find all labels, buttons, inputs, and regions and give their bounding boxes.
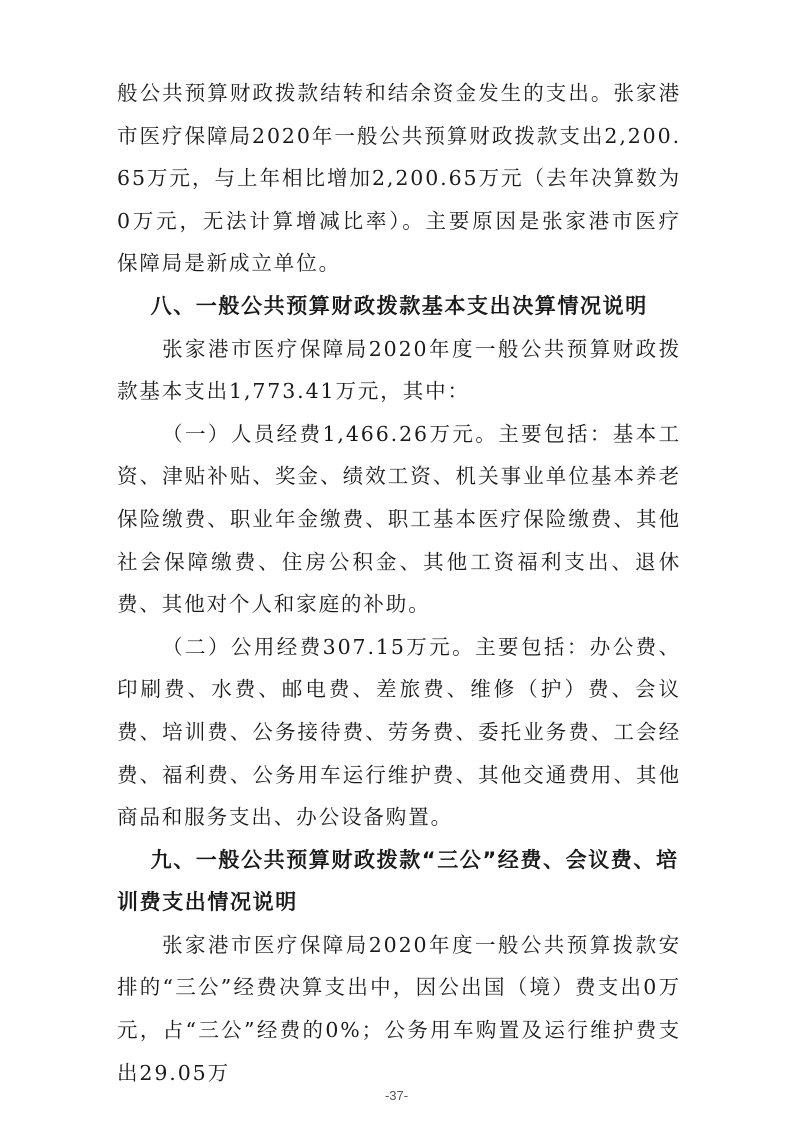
page-number: -37- [384, 1088, 409, 1103]
paragraph-personnel-expenses: （一）人员经费1,466.26万元。主要包括：基本工资、津贴补贴、奖金、绩效工资、机关事业单位基本养老保险缴费、职业年金缴费、职工基本医疗保险缴费、其他社会保障缴费、住房公积金、其他工资福利支出、退休费、其他对个人和家庭的补助。 [117, 421, 681, 617]
section-heading-8: 八、一般公共预算财政拨款基本支出决算情况说明 [150, 293, 648, 318]
paragraph-three-public-expenses: 张家港市医疗保障局2020年度一般公共预算拨款安排的“三公”经费决算支出中，因公出国（境）费支出0万元，占“三公”经费的0%；公务用车购置及运行维护费支出29.05万 [117, 932, 681, 1085]
section-heading-9: 九、一般公共预算财政拨款“三公”经费、会议费、培训费支出情况说明 [117, 847, 679, 915]
paragraph-continuation: 般公共预算财政拨款结转和结余资金发生的支出。张家港市医疗保障局2020年一般公共预算财政拨款支出2,200.65万元，与上年相比增加2,200.65万元（去年决算数为0万元，无法计算增减比率）。主要原因是张家港市医疗保障局是新成立单位。 [117, 81, 681, 276]
paragraph-basic-expenditure: 张家港市医疗保障局2020年度一般公共预算财政拨款基本支出1,773.41万元，其中： [117, 336, 681, 404]
paragraph-public-expenses: （二）公用经费307.15万元。主要包括：办公费、印刷费、水费、邮电费、差旅费、维修（护）费、会议费、培训费、公务接待费、劳务费、委托业务费、工会经费、福利费、公务用车运行维护费、其他交通费用、其他商品和服务支出、办公设备购置。 [117, 634, 681, 830]
